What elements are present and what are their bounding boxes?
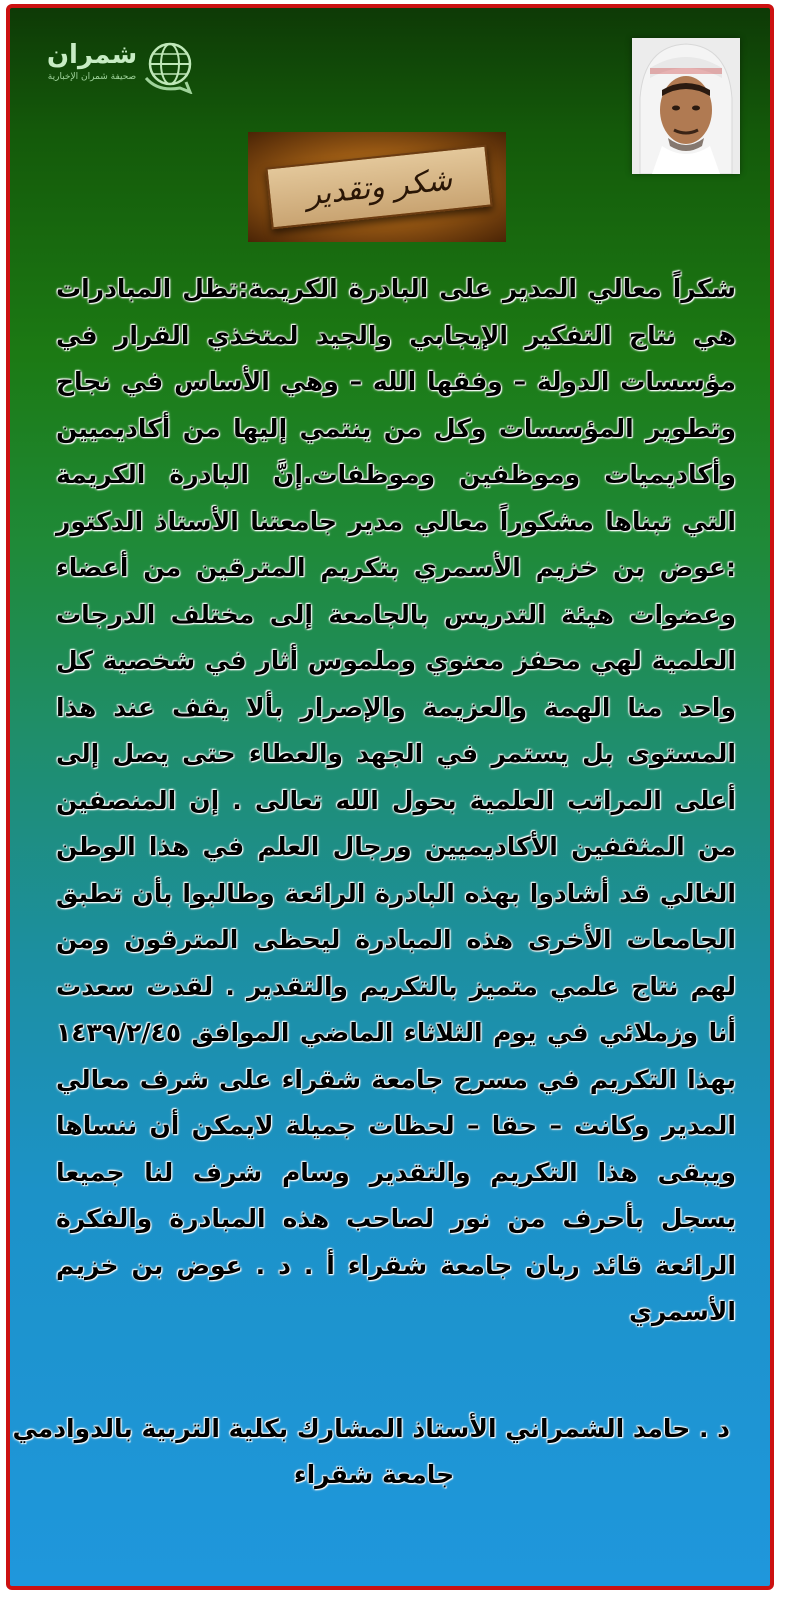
globe-icon (140, 38, 198, 94)
article-body (56, 266, 736, 1336)
author-portrait (632, 38, 740, 174)
logo-name: شمران (46, 40, 138, 70)
site-logo[interactable] (40, 38, 220, 94)
banner-text: شكر وتقدير (304, 161, 454, 213)
author-line: د . حامد الشمراني الأستاذ المشارك بكلية التربية بالدوادمي (12, 1414, 730, 1443)
thanks-banner (248, 132, 506, 242)
portrait-image (632, 38, 740, 174)
banner-plate (265, 145, 492, 230)
university-line: جامعة شقراء (293, 1460, 455, 1489)
logo-tagline: صحيفة شمران الإخبارية (47, 72, 137, 82)
page-frame (6, 4, 774, 1590)
article-paragraph: شكراً معالي المدير على البادرة الكريمة:تظل المبادرات هي نتاج التفكير الإيجابي والجيد لمتخذي القرار في مؤسسات الدولة – وفقها الله – وهي الأساس في نجاح وتطوير المؤسسات وكل من ينتمي إليها من أكاديميين وأكاديميات وموظفين وموظفات.إنَّ البادرة الكريمة التي تبناها مشكوراً معالي مدير جامعتنا الأستاذ الدكتور :عوض بن خزيم الأسمري بتكريم المترقين من أعضاء وعضوات هيئة التدريس بالجامعة إلى مختلف الدرجات العلمية لهي محفز معنوي وملموس أثار في شخصية كل واحد منا الهمة والعزيمة والإصرار بألا يقف عند هذا المستوى بل يستمر في الجهد والعطاء حتى يصل إلى أعلى المراتب العلمية بحول الله تعالى . إن المنصفين من المثقفين الأكاديميين ورجال العلم في هذا الوطن الغالي قد أشادوا بهذه البادرة الرائعة وطالبوا بأن تطبق الجامعات الأخرى هذه المبادرة ليحظى المترقون ومن لهم نتاج علمي متميز بالتكريم والتقدير . لقدت سعدت أنا وزملائي في يوم الثلاثاء الماضي الموافق ١٤٣٩/٢/٤٥ بهذا التكريم في مسرح جامعة شقراء على شرف معالي المدير وكانت – حقا – لحظات جميلة لايمكن أن ننساها ويبقى هذا التكريم والتقدير وسام شرف لنا جميعا يسجل بأحرف من نور لصاحب هذه المبادرة والفكرة الرائعة قائد ربان جامعة شقراء أ . د . عوض بن خزيم الأسمري (56, 274, 736, 1326)
